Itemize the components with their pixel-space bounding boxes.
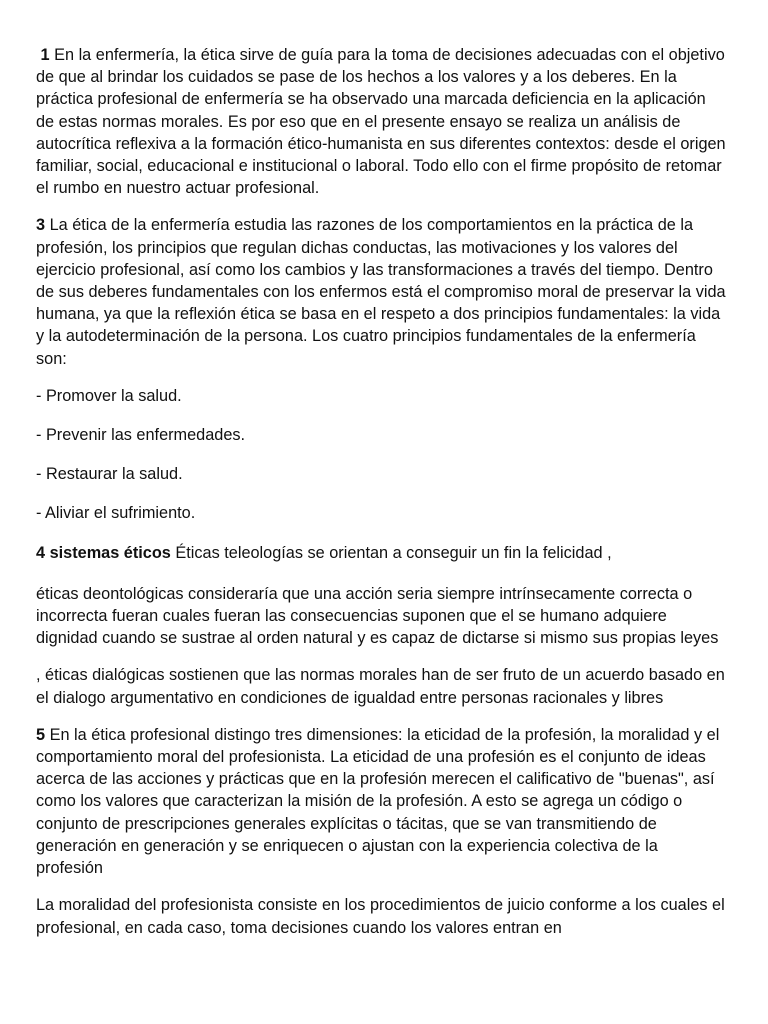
paragraph-text: Éticas teleologías se orientan a conseguir un fin la felicidad ,: [175, 543, 612, 562]
paragraph-text: La ética de la enfermería estudia las razones de los comportamientos en la práctica de la profesión, los principios que regulan dichas conductas, las motivaciones y los valores del ejercicio profesional, así como los cambios y las transformaciones a través del tiempo. Dentro de sus deberes fundamentales con los enfermos está el compromiso moral de preservar la vida humana, ya que la reflexión ética se basa en el respeto a dos principios fundamentales: la vida y la autodeterminación de la persona. Los cuatro principios fundamentales de la enfermería son:: [36, 216, 726, 368]
paragraph-6: La moralidad del profesionista consiste en los procedimientos de juicio conforme a los cuales el profesional, en cada caso, toma decisiones cuando los valores entran en: [36, 896, 725, 937]
list-item: - Promover la salud.: [36, 386, 182, 405]
paragraph-4: [36, 542, 728, 564]
paragraph-1: [36, 44, 728, 199]
paragraph-4c: , éticas dialógicas sostienen que las normas morales han de ser fruto de un acuerdo basado en el dialogo argumentativo en condiciones de igualdad entre personas racionales y libres: [36, 666, 725, 707]
paragraph-4b: éticas deontológicas consideraría que una acción seria siempre intrínsecamente correcta o incorrecta fueran cuales fueran las consecuencias suponen que el se humano adquiere dignidad cuando se sustrae al orden natural y es capaz de dictarse si mismo sus propias leyes: [36, 584, 719, 648]
paragraph-text: En la ética profesional distingo tres dimensiones: la eticidad de la profesión, la moralidad y el comportamiento moral del profesionista. La eticidad de una profesión es el conjunto de ideas acerca de las acciones y prácticas que en la profesión merecen el calificativo de "buenas", así como los valores que caracterizan la misión de la profesión. A esto se agrega un código o conjunto de prescripciones generales explícitas o tácitas, que se van transmitiendo de generación en generación y se enriquecen o ajustan con la experiencia colectiva de la profesión: [36, 725, 720, 878]
paragraph-number: 5: [36, 725, 46, 744]
paragraph-number: 3: [36, 216, 46, 235]
paragraph-5: [36, 724, 728, 879]
paragraph-number: 1: [40, 46, 50, 64]
paragraph-text: En la enfermería, la ética sirve de guía para la toma de decisiones adecuadas con el objetivo de que al brindar los cuidados se pase de los hechos a los valores y a los deberes. En la práctica profesional de enfermería se ha observado una marcada deficiencia en la aplicación de estas normas morales. Es por eso que en el presente ensayo se realiza un análisis de autocrítica reflexiva a la formación ético-humanista en sus diferentes contextos: desde el origen familiar, social, educacional e institucional o laboral. Todo ello con el firme propósito de retomar el rumbo en nuestro actuar profesional.: [36, 46, 726, 198]
list-item: - Restaurar la salud.: [36, 465, 183, 484]
list-item: - Aliviar el sufrimiento.: [36, 504, 196, 523]
list-item: - Prevenir las enfermedades.: [36, 426, 246, 445]
section-heading: 4 sistemas éticos: [36, 543, 171, 562]
paragraph-3: [36, 214, 728, 369]
